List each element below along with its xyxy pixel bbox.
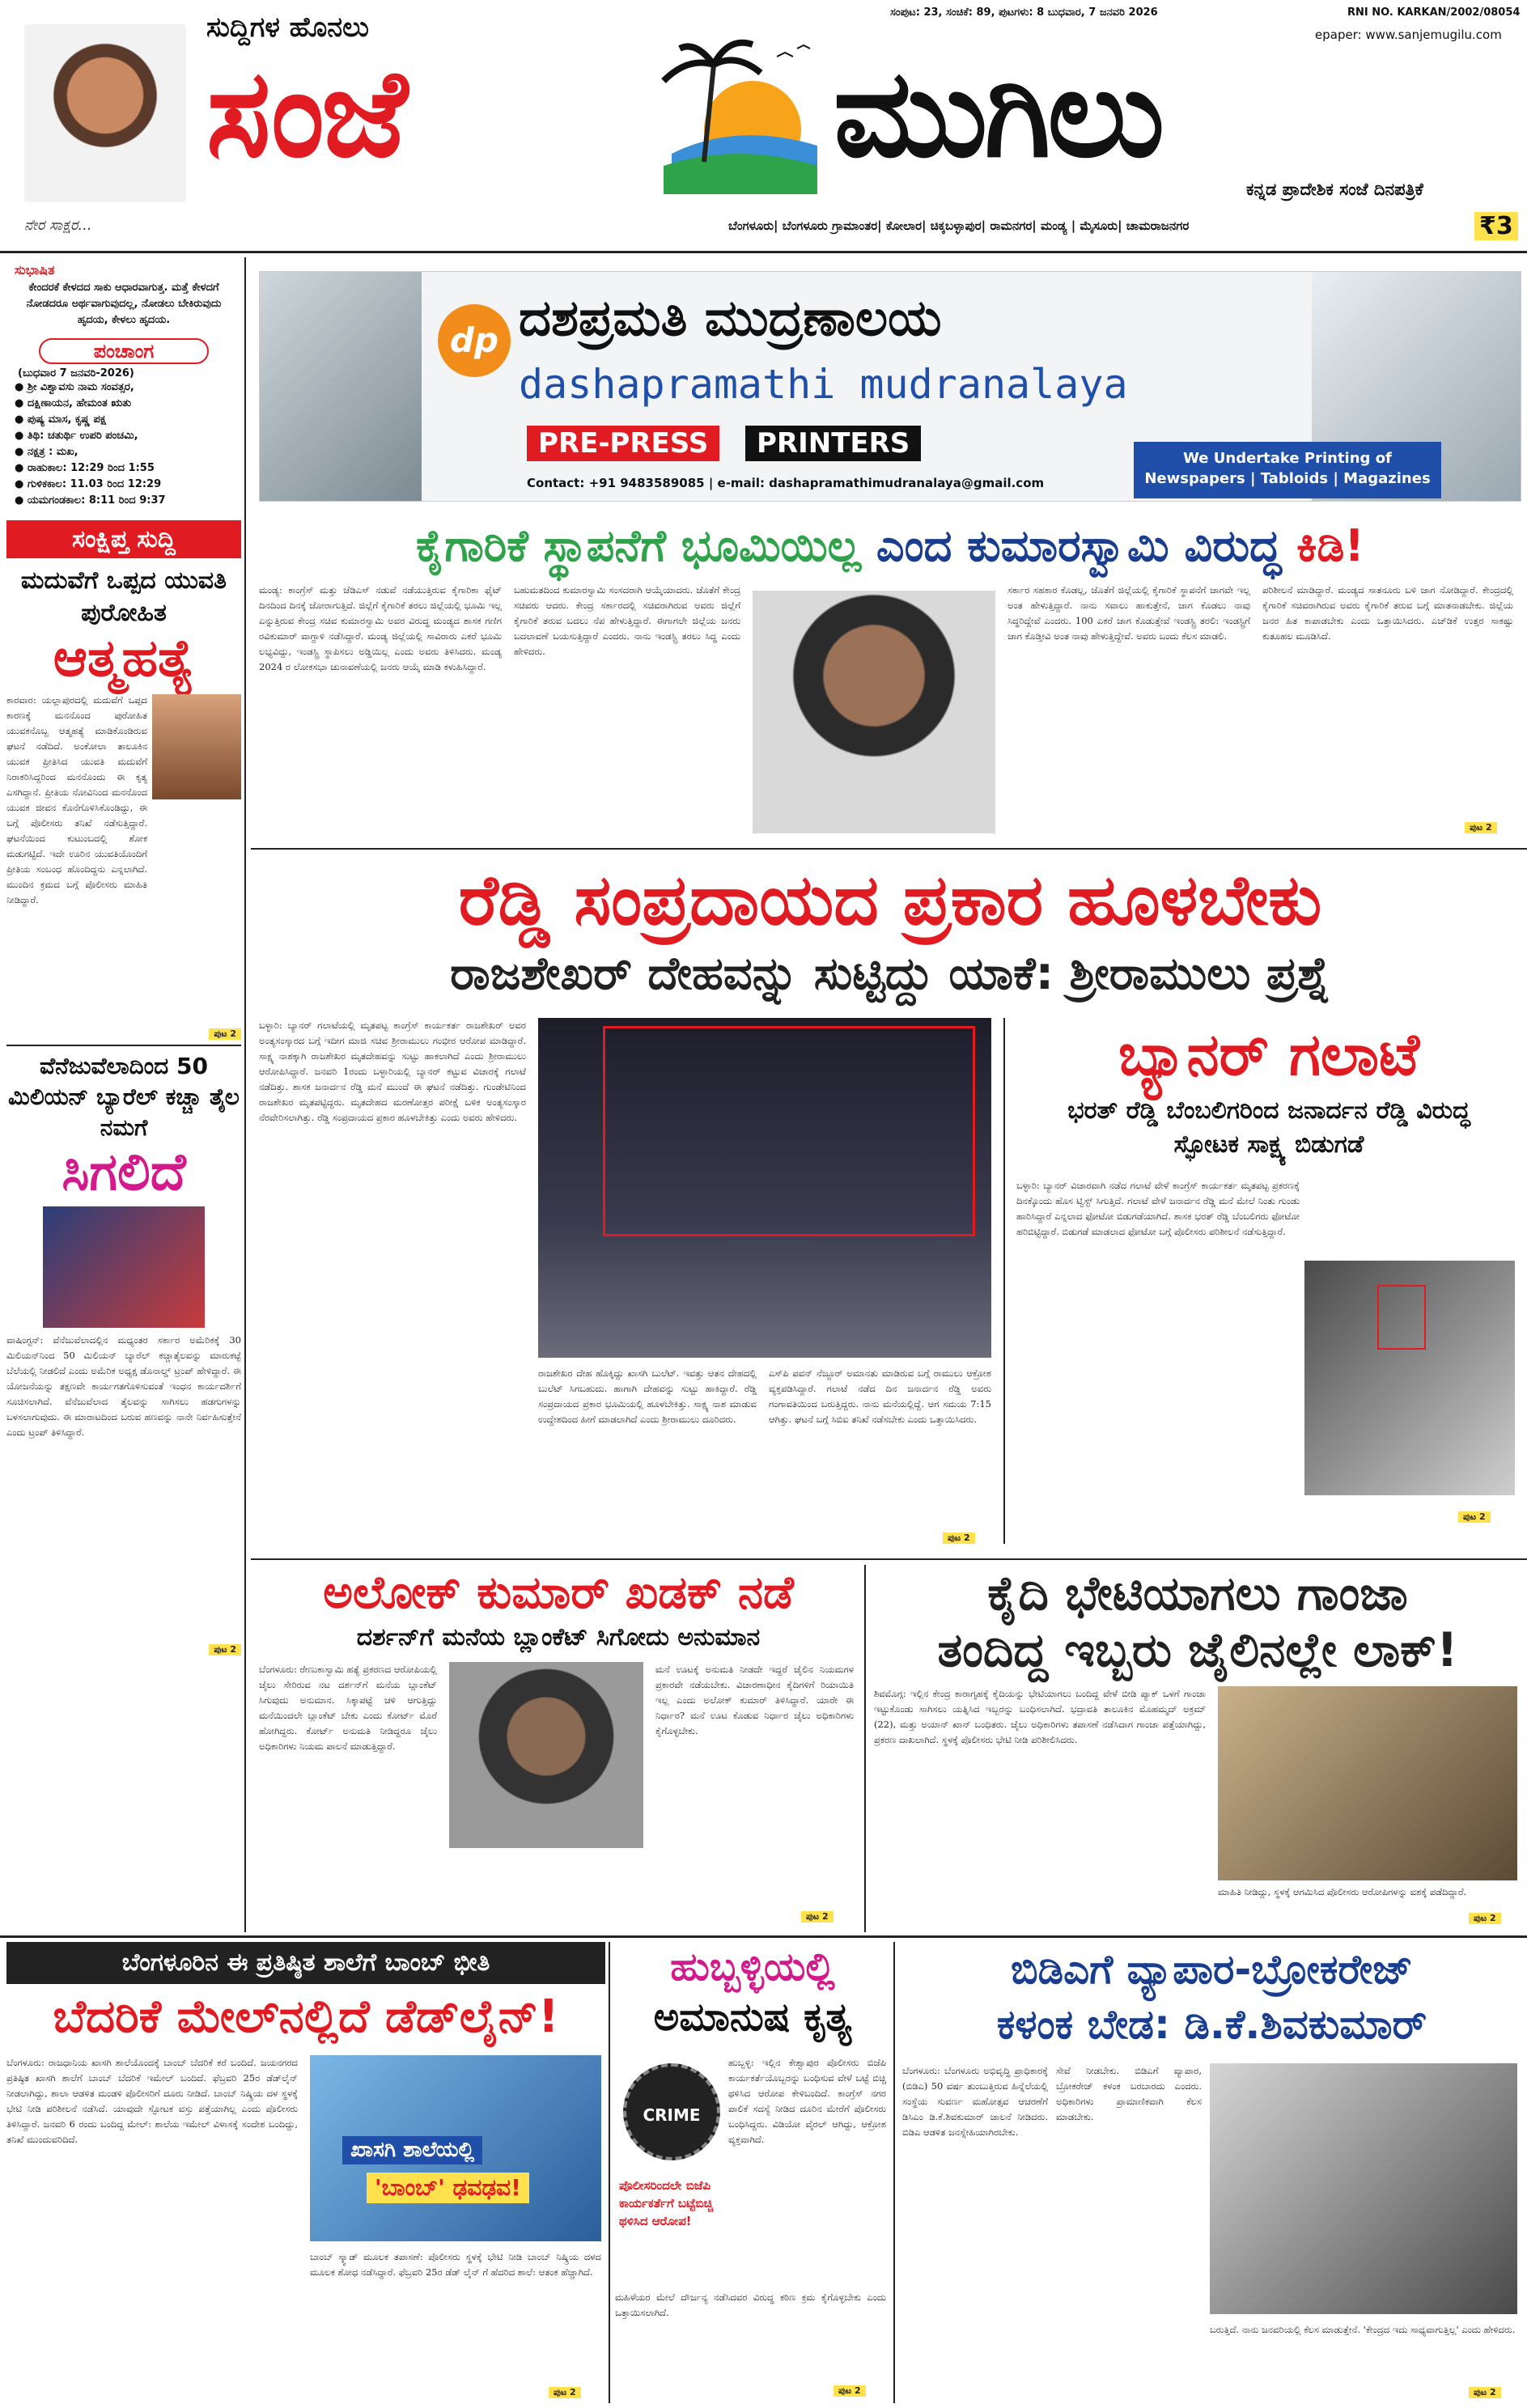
story7-headline-line2: ಅಮಾನುಷ ಕೃತ್ಯ: [653, 1995, 852, 2040]
panchanga-item: ● ರಾಹುಕಾಲ: 12:29 ರಿಂದ 1:55: [15, 462, 155, 474]
panchanga-item: ● ತಿಥಿ: ಚತುರ್ಥಿ ಉಪರಿ ಪಂಚಮಿ,: [15, 430, 138, 442]
panchanga-item: ● ನಕ್ಷತ್ರ : ಮಖ,: [15, 446, 78, 458]
story3-photo-highlight-box: [1377, 1285, 1426, 1350]
story1-head-part2: ಎಂದ ಕುಮಾರಸ್ವಾಮಿ ವಿರುದ್ಧ: [876, 520, 1282, 571]
story4-photo: [449, 1662, 643, 1848]
story6-body: ಬೆಂಗಳೂರು: ರಾಜಧಾನಿಯ ಖಾಸಗಿ ಶಾಲೆಯೊಂದಕ್ಕೆ ಬಾಂಬ್ ಬೆದರಿಕೆ ಕರೆ ಬಂದಿದೆ. ಜಯನಗರದ ಪ್ರತಿಷ್ಠಿತ ಖಾಸಗಿ ಶಾಲೆಗೆ ಬಾಂಬ್ ಬೆದರಿಕೆ ಇಮೇಲ್ ಬಂದಿದೆ. ಫೆಬ್ರವರಿ 25ರ ಡೆಡ್‌ಲೈನ್ ನೀಡಲಾಗಿದ್ದು, ಶಾಲಾ ಆಡಳಿತ ಮಂಡಳಿ ಪೊಲೀಸರಿಗೆ ದೂರು ನೀಡಿದೆ. ಬಾಂಬ್ ನಿಷ್ಕ್ರಿಯ ದಳ ಸ್ಥಳಕ್ಕೆ ಭೇಟಿ ನೀಡಿ ಪರಿಶೀಲನೆ ನಡೆಸಿದೆ. ಯಾವುದೇ ಸ್ಫೋಟಕ ವಸ್ತು ಪತ್ತೆಯಾಗಿಲ್ಲ ಎಂದು ಪೊಲೀಸರು ತಿಳಿಸಿದ್ದಾರೆ. ಜನವರಿ 6 ರಂದು ಬಂದಿದ್ದ ಮೇಲ್: ಶಾಲೆಯ ಇಮೇಲ್ ವಿಳಾಸಕ್ಕೆ ಸಂದೇಶ ಬಂದಿದ್ದು, ತನಿಖೆ ಮುಂದುವರಿದಿದೆ.: [6, 2057, 298, 2145]
issue-info: ಸಂಪುಟ: 23, ಸಂಚಿಕೆ: 89, ಪುಟಗಳು: 8 ಬುಧವಾರ, 7 ಜನವರಿ 2026: [890, 6, 1158, 19]
ad-services-line1: We Undertake Printing of: [1183, 450, 1392, 467]
story6-col2: ಬಾಂಬ್ ಸ್ಕ್ವಾಡ್ ಮೂಲಕ ತಪಾಸಣೆ: ಪೊಲೀಸರು ಸ್ಥಳಕ್ಕೆ ಭೇಟಿ ನೀಡಿ ಬಾಂಬ್ ನಿಷ್ಕ್ರಿಯ ದಳದ ಮೂಲಕ ಶೋಧ ನಡೆಸಿದ್ದಾರೆ. ಫೆಬ್ರವರಿ 25ರ ಡೆಡ್ ಲೈನ್ ಗೆ ಹೆದರಿದ ಶಾಲೆ: ಆತಂಕ ಹೆಚ್ಚಾಗಿದೆ.: [310, 2251, 601, 2278]
masthead: [0, 0, 1527, 251]
story4-subhead: ದರ್ಶನ್‌ಗೆ ಮನೆಯ ಬ್ಲಾಂಕೆಟ್ ಸಿಗೋದು ಅನುಮಾನ: [356, 1623, 761, 1651]
story5-photo: [1218, 1686, 1517, 1880]
panchanga-item: ● ಯಮಗಂಡಕಾಲ: 8:11 ರಿಂದ 9:37: [15, 494, 166, 507]
story3-continued-link[interactable]: ಪುಟ 2: [1458, 1511, 1491, 1523]
panchanga-item: ● ಪುಷ್ಯ ಮಾಸ, ಕೃಷ್ಣ ಪಕ್ಷ: [15, 413, 106, 426]
ad-tag-prepress: PRE-PRESS: [527, 426, 719, 461]
story2-continued-link[interactable]: ಪುಟ 2: [943, 1533, 975, 1544]
story5-caption: ಮಾಹಿತಿ ನೀಡಿದ್ದು, ಸ್ಥಳಕ್ಕೆ ಆಗಮಿಸಿದ ಪೊಲೀಸರು ಆರೋಪಿಗಳನ್ನು ವಶಕ್ಕೆ ಪಡೆದಿದ್ದಾರೆ.: [1218, 1886, 1467, 1897]
brief2-headline: ಸಿಗಲಿದೆ: [62, 1143, 186, 1202]
story3-box: [1003, 1018, 1521, 1544]
story6-photo: [310, 2055, 601, 2241]
ad-services-line2: Newspapers | Tabloids | Magazines: [1144, 470, 1431, 487]
ad-title-english: dashapramathi mudranalaya: [519, 361, 1128, 408]
subhashita-text: ಕೇಂದರಕೆ ಕೇಳದದ ಸಾಕು ಆಧಾರವಾಗುತ್ತ. ಮತ್ತೆ ಕೇಳದಗೆ ನೋಡದರೂ ಅರ್ಥವಾಗುವುದಲ್ಲ, ನೋಡಲು ಬೇಕಿರುವುದು ಹೃದಯ, ಕೇಳಲು ಹೃದಯ.: [26, 282, 222, 326]
masthead-title-right: ಮುಗಿಲು: [833, 44, 1162, 184]
story4-col2: ಮನೆ ಊಟಕ್ಕೆ ಅನುಮತಿ ನೀಡದೇ ಇದ್ದರೆ ಜೈಲಿನ ನಿಯಮಗಳ ಪ್ರಕಾರವೇ ನಡೆಯಬೇಕು. ವಿಚಾರಣಾಧೀನ ಕೈದಿಗಳಿಗೆ ರಿಯಾಯಿತಿ ಇಲ್ಲ ಎಂದು ಅಲೋಕ್ ಕುಮಾರ್ ತಿಳಿಸಿದ್ದಾರೆ. ಯಾರೇ ಈ ನಿರ್ಧಾರ? ಮನೆ ಊಟ ಕೊಡುವ ನಿರ್ಧಾರ ಜೈಲು ಅಧಿಕಾರಿಗಳು ಕೈಗೊಳ್ಳಬೇಕು.: [655, 1664, 854, 1736]
story6-headline: ಬೆದರಿಕೆ ಮೇಲ್‌ನಲ್ಲಿದೆ ಡೆಡ್‌ಲೈನ್!: [53, 1990, 559, 2043]
ad-banner[interactable]: [259, 271, 1521, 502]
story1-col2: ಬಹುಮತದಿಂದ ಕುಮಾರಸ್ವಾಮಿ ಸಂಸದರಾಗಿ ಆಯ್ಕೆಯಾದರು. ಜೊತೆಗೆ ಕೇಂದ್ರ ಸಚಿವರು ಆದರು. ಕೇಂದ್ರ ಸರ್ಕಾರದಲ್ಲಿ ಸಚಿವರಾಗಿರುವ ಅವರು ಜಿಲ್ಲೆಗೆ ಕೈಗಾರಿಕೆ ತರುವ ಬದಲು ನೆಪ ಹೇಳುತ್ತಿದ್ದಾರೆ. ಈಗಾಗಲೇ ಜಿಲ್ಲೆಯ ಜನರು ಬದಲಾವಣೆ ಬಯಸುತ್ತಿದ್ದಾರೆ ಎಂದರು. ನಾನು ಇಂಡಸ್ಟ್ರಿ ತರಲು ಸಿದ್ಧ ಎಂದು ಹೇಳಿದರು.: [514, 584, 740, 657]
brief1-headline: ಆತ್ಮಹತ್ಯೆ: [53, 629, 195, 689]
brief1-continued-link[interactable]: ಪುಟ 2: [209, 1028, 241, 1040]
brief2-kicker: ವೆನೆಜುವೆಲಾದಿಂದ 50 ಮಿಲಿಯನ್ ಬ್ಯಾರೆಲ್ ಕಚ್ಚಾ ತೈಲ ನಮಗೆ: [8, 1053, 240, 1141]
story8-photo: [1210, 2063, 1517, 2314]
ad-contact: Contact: +91 9483589085 | e-mail: dashapramathimudranalaya@gmail.com: [527, 476, 1045, 490]
story6-kicker: ಬೆಂಗಳೂರಿನ ಈ ಪ್ರತಿಷ್ಠಿತ ಶಾಲೆಗೆ ಬಾಂಬ್ ಭೀತಿ: [6, 1942, 605, 1984]
rni-number: RNI NO. KARKAN/2002/08054: [1347, 6, 1521, 19]
editor-caption: ನೇರ ಸಾಕ್ಷರ...: [24, 217, 92, 234]
epaper-link[interactable]: epaper: www.sanjemugilu.com: [1315, 28, 1502, 42]
story1-col3: ಸರ್ಕಾರ ಸಹಕಾರ ಕೊಡಲ್ಲ, ಜೊತೆಗೆ ಜಿಲ್ಲೆಯಲ್ಲಿ ಕೈಗಾರಿಕೆ ಸ್ಥಾಪನೆಗೆ ಜಾಗವೇ ಇಲ್ಲ ಅಂತ ಹೇಳುತ್ತಿದ್ದಾರೆ. ನಾನು ಸವಾಲು ಹಾಕುತ್ತೇನೆ, ಜಾಗ ಕೊಡಲು ನಾವು ಸಿದ್ಧರಿದ್ದೇವೆ ಎಂದರು. 100 ಎಕರೆ ಜಾಗ ಕೊಡುತ್ತೇವೆ ಇಂಡಸ್ಟ್ರಿ ತರಲಿ: ಇಂಡಸ್ಟ್ರಿಗೆ ಜಾಗ ಕೊಡ್ತೀವಿ ಅಂತ ನಾವು ಹೇಳುತ್ತಿದ್ದೇವೆ. ಅವರು ಬಂದು ಕೆಲಸ ಮಾಡಲಿ.: [1007, 584, 1250, 642]
panchanga-list: [15, 379, 241, 509]
brief-news-title: ಸಂಕ್ಷಿಪ್ತ ಸುದ್ದಿ: [6, 520, 241, 558]
ad-title-kannada: ದಶಪ್ರಮತಿ ಮುದ್ರಣಾಲಯ: [519, 288, 942, 347]
masthead-tagline: ಸುದ್ದಿಗಳ ಹೊನಲು: [206, 11, 369, 44]
story4-col1: ಬೆಂಗಳೂರು: ರೇಣುಕಾಸ್ವಾಮಿ ಹತ್ಯೆ ಪ್ರಕರಣದ ಆರೋಪಿಯಲ್ಲಿ ಜೈಲು ಸೇರಿರುವ ನಟ ದರ್ಶನ್‌ಗೆ ಮನೆಯ ಬ್ಲಾಂಕೆಟ್ ಸಿಗುವುದು ಅನುಮಾನ. ಸಿಕ್ಕಾಪಟ್ಟೆ ಚಳಿ ಆಗುತ್ತಿದ್ದು ಮನೆಯಿಂದಲೇ ಬ್ಲಾಂಕೆಟ್ ಬೇಕು ಎಂದು ಕೋರ್ಟ್ ಮೊರೆ ಹೋಗಿದ್ದರು. ಕೋರ್ಟ್ ಅನುಮತಿ ನೀಡಿದ್ದರೂ ಜೈಲು ಅಧಿಕಾರಿಗಳು ನಿಯಮ ಪಾಲನೆ ಮಾಡುತ್ತಿದ್ದಾರೆ.: [259, 1664, 437, 1752]
panchanga-item: ● ದಕ್ಷಿಣಾಯನ, ಹೇಮಂತ ಋತು: [15, 397, 132, 409]
story6-continued-link[interactable]: ಪುಟ 2: [549, 2387, 581, 2398]
story3-photo: [1304, 1261, 1515, 1495]
story-reddy: [259, 856, 1521, 1552]
story8-continued-link[interactable]: ಪುಟ 2: [1469, 2387, 1501, 2398]
story8-col1: ಬೆಂಗಳೂರು: ಬೆಂಗಳೂರು ಅಭಿವೃದ್ಧಿ ಪ್ರಾಧಿಕಾರಕ್ಕೆ (ಬಿಡಿಎ) 50 ವರ್ಷ ತುಂಬುತ್ತಿರುವ ಹಿನ್ನೆಲೆಯಲ್ಲಿ ಸಂಸ್ಥೆಯ ಸುವರ್ಣ ಮಹೋತ್ಸವ ಆಚರಣೆಗೆ ಡಿಸಿಎಂ ಡಿ.ಕೆ.ಶಿವಕುಮಾರ್ ಚಾಲನೆ ನೀಡಿದರು. ಬಿಡಿಎ ಆಡಳಿತ ಜನಸ್ನೇಹಿಯಾಗಿರಬೇಕು.: [902, 2065, 1048, 2138]
crime-badge: CRIME: [623, 2063, 720, 2160]
story8-headline-line1: ಬಿಡಿಎಗೆ ವ್ಯಾಪಾರ-ಬ್ರೋಕರೇಜ್: [1010, 1946, 1413, 1993]
story7-body2: ಮಹಿಳೆಯರ ಮೇಲೆ ದೌರ್ಜನ್ಯ ನಡೆಸಿದವರ ವಿರುದ್ಧ ಕಠಿಣ ಕ್ರಮ ಕೈಗೊಳ್ಳಬೇಕು ಎಂದು ಒತ್ತಾಯಿಸಲಾಗಿದೆ.: [615, 2291, 886, 2318]
story7-body: ಹುಬ್ಬಳ್ಳಿ: ಇಲ್ಲಿನ ಕೇಶ್ವಾಪುರ ಪೊಲೀಸರು ಬಿಜೆಪಿ ಕಾರ್ಯಕರ್ತೆಯೊಬ್ಬರನ್ನು ಬಂಧಿಸುವ ವೇಳೆ ಬಟ್ಟೆ ಬಿಚ್ಚಿ ಥಳಿಸಿದ ಆರೋಪ ಕೇಳಿಬಂದಿದೆ. ಕಾಂಗ್ರೆಸ್ ನಗರ ಪಾಲಿಕೆ ಸದಸ್ಯೆ ನೀಡಿದ ದೂರಿನ ಮೇರೆಗೆ ಪೊಲೀಸರು ಬಂಧಿಸಿದ್ದರು. ವಿಡಿಯೋ ವೈರಲ್ ಆಗಿದ್ದು, ಆಕ್ರೋಶ ವ್ಯಕ್ತವಾಗಿದೆ.: [728, 2057, 886, 2145]
brief1-photo: [152, 694, 241, 799]
story-alok-kumar: [259, 1565, 858, 1929]
story-bda: [902, 1942, 1521, 2403]
panchanga-title: ಪಂಚಾಂಗ: [39, 338, 209, 364]
story5-body: ಶಿವಮೊಗ್ಗ: ಇಲ್ಲಿನ ಕೇಂದ್ರ ಕಾರಾಗೃಹಕ್ಕೆ ಕೈದಿಯನ್ನು ಭೇಟಿಯಾಗಲು ಬಂದಿದ್ದ ವೇಳೆ ಬೀಡಿ ಪ್ಯಾಕ್ ಒಳಗೆ ಗಾಂಜಾ ಇಟ್ಟುಕೊಂಡು ಸಾಗಿಸಲು ಯತ್ನಿಸಿದ ಇಬ್ಬರನ್ನು ಬಂಧಿಸಲಾಗಿದೆ. ಭದ್ರಾವತಿ ತಾಲೂಕಿನ ಮೊಹಮ್ಮದ್ ಅಕ್ರಮ್ (22), ಮತ್ತು ಅಯಾನ್ ಖಾನ್ ಬಂಧಿತರು. ಜೈಲು ಅಧಿಕಾರಿಗಳು ತಪಾಸಣೆ ನಡೆಸಿದಾಗ ಗಾಂಜಾ ಪತ್ತೆಯಾಗಿದ್ದು, ಪ್ರಕರಣ ದಾಖಲಾಗಿದೆ. ಸ್ಥಳಕ್ಕೆ ಪೊಲೀಸರು ಭೇಟಿ ನೀಡಿ ಪರಿಶೀಲಿಸಿದರು.: [874, 1688, 1206, 1745]
story2-col3: ಎಸ್‌ಪಿ ಪವನ್ ನೆಜ್ಜೂರ್ ಅಮಾನತು ಮಾಡಿರುವ ಬಗ್ಗೆ ರಾಮುಲು ಆಕ್ರೋಶ ವ್ಯಕ್ತಪಡಿಸಿದ್ದಾರೆ. ಗಲಾಟೆ ನಡೆದ ದಿನ ಜನಾರ್ದನ ರೆಡ್ಡಿ ಅವರು ಗಂಗಾವತಿಯಿಂದ ಬರುತ್ತಿದ್ದರು. ನಾನು ಮನೆಯಲ್ಲಿದ್ದೆ. ಆಗ ಸಮಯ 7:15 ಆಗಿತ್ತು. ಘಟನೆ ಬಗ್ಗೆ ಸಿಬಿಐ ತನಿಖೆ ನಡೆಸಬೇಕು ಎಂದು ಒತ್ತಾಯಿಸಿದರು.: [769, 1367, 991, 1425]
story2-subhead: ರಾಜಶೇಖರ್ ದೇಹವನ್ನು ಸುಟ್ಟಿದ್ದು ಯಾಕೆ: ಶ್ರೀರಾಮುಲು ಪ್ರಶ್ನೆ: [450, 948, 1330, 1000]
story6-photo-text2: 'ಬಾಂಬ್' ಢವಢವ!: [367, 2173, 529, 2203]
brief1-kicker: ಮದುವೆಗೆ ಒಪ್ಪದ ಯುವತಿ ಪುರೋಹಿತ: [20, 566, 227, 627]
story-hubballi: [615, 1942, 890, 2403]
story3-body: ಬಳ್ಳಾರಿ: ಬ್ಯಾನರ್ ವಿಚಾರವಾಗಿ ನಡೆದ ಗಲಾಟೆ ವೇಳೆ ಕಾಂಗ್ರೆಸ್ ಕಾರ್ಯಕರ್ತ ಮೃತಪಟ್ಟ ಪ್ರಕರಣಕ್ಕೆ ದಿನಕ್ಕೊಂದು ಹೊಸ ಟ್ವಿಸ್ಟ್ ಸಿಗುತ್ತಿದೆ. ಗಲಾಟೆ ವೇಳೆ ಜನಾರ್ದನ ರೆಡ್ಡಿ ಮನೆ ಮೇಲೆ ನಿಂತು ಗುಂಡು ಹಾರಿಸಿದ್ದಾರೆ ಎನ್ನಲಾದ ಫೋಟೋ ಬಿಡುಗಡೆಯಾಗಿದೆ. ಶಾಸಕ ಭರತ್ ರೆಡ್ಡಿ ಬೆಂಬಲಿಗರು ಫೋಟೋ ಹರಿಬಿಟ್ಟಿದ್ದಾರೆ. ಬಿಡುಗಡೆ ಮಾಡಲಾದ ಫೋಟೋ ಬಗ್ಗೆ ಪೊಲೀಸರು ಪರಿಶೀಲನೆ ನಡೆಸುತ್ತಿದ್ದಾರೆ.: [1016, 1180, 1300, 1237]
story-industry: [259, 518, 1521, 842]
story7-headline-line1: ಹುಬ್ಬಳ್ಳಿಯಲ್ಲಿ: [670, 1944, 835, 1990]
brief2-photo: [43, 1206, 205, 1328]
subhashita-title: ಸುಭಾಷಿತ: [15, 262, 55, 278]
story1-headline: [259, 518, 1521, 574]
story2-col2: ರಾಜಶೇಖರ ದೇಹ ಹೊಕ್ಕಿದ್ದು ಖಾಸಗಿ ಬುಲೆಟ್. ಇವತ್ತು ಆತನ ದೇಹದಲ್ಲಿ ಬುಲೆಟ್ ಸಿಗಬಹುದು. ಹಾಗಾಗಿ ದೇಹವನ್ನು ಸುಟ್ಟು ಹಾಕಿದ್ದಾರೆ. ರೆಡ್ಡಿ ಸಂಪ್ರದಾಯದ ಪ್ರಕಾರ ಭೂಮಿಯಲ್ಲಿ ಹೂಳಬೇಕಿತ್ತು. ಸಾಕ್ಷ್ಯ ನಾಶ ಮಾಡುವ ಉದ್ದೇಶದಿಂದ ಹೀಗೆ ಮಾಡಲಾಗಿದೆ ಎಂದು ಶ್ರೀರಾಮುಲು ದೂರಿದರು.: [538, 1367, 757, 1425]
editor-photo: [24, 24, 186, 202]
story1-col1: ಮಂಡ್ಯ: ಕಾಂಗ್ರೆಸ್ ಮತ್ತು ಜೆಡಿಎಸ್ ನಡುವೆ ನಡೆಯುತ್ತಿರುವ ಕೈಗಾರಿಕಾ ಫೈಟ್ ದಿನದಿಂದ ದಿನಕ್ಕೆ ಜೋರಾಗುತ್ತಿದೆ. ಜಿಲ್ಲೆಗೆ ಕೈಗಾರಿಕೆ ತರಲು ಜಿಲ್ಲೆಯಲ್ಲಿ ಭೂಮಿ ಇಲ್ಲ ಎನ್ನುತ್ತಿರುವ ಕೇಂದ್ರ ಸಚಿವ ಕುಮಾರಸ್ವಾಮಿ ಅವರ ವಿರುದ್ಧ ಮಂಡ್ಯದ ಶಾಸಕ ಗಣಿಗ ರವಿಕುಮಾರ್ ವಾಗ್ದಾಳಿ ನಡೆಸಿದ್ದಾರೆ. ಮಂಡ್ಯ ಜಿಲ್ಲೆಯಲ್ಲಿ ಸಾವಿರಾರು ಎಕರೆ ಭೂಮಿ ಲಭ್ಯವಿದ್ದು, ಇಂಡಸ್ಟ್ರಿ ಸ್ಥಾಪಿಸಲು ಅಡ್ಡಿಯಿಲ್ಲ ಎಂದು ಅವರು ತಿಳಿಸಿದರು. ಮಂಡ್ಯ 2024 ರ ಲೋಕಸಭಾ ಚುನಾವಣೆಯಲ್ಲಿ ಜನರು ಆಯ್ಕೆ ಮಾಡಿ ಕಳುಹಿಸಿದ್ದಾರೆ.: [259, 584, 502, 672]
story7-continued-link[interactable]: ಪುಟ 2: [833, 2385, 866, 2397]
story4-headline: ಅಲೋಕ್ ಕುಮಾರ್ ಖಡಕ್ ನಡೆ: [323, 1566, 794, 1619]
masthead-title-left: ಸಂಜೆ: [206, 44, 405, 184]
brief2-continued-link[interactable]: ಪುಟ 2: [209, 1644, 241, 1656]
story5-headline-line1: ಕೈದಿ ಭೇಟಿಯಾಗಲು ಗಾಂಜಾ: [987, 1566, 1408, 1621]
panchanga-item: ● ಶ್ರೀ ವಿಶ್ವಾವಸು ನಾಮ ಸಂವತ್ಸರ,: [15, 381, 134, 393]
price-badge: ₹3: [1474, 212, 1518, 240]
story2-photo: [538, 1018, 991, 1358]
sidebar: [6, 257, 241, 1932]
story1-continued-link[interactable]: ಪುಟ 2: [1465, 822, 1497, 833]
story6-photo-text1: ಖಾಸಗಿ ಶಾಲೆಯಲ್ಲಿ: [342, 2136, 482, 2164]
story1-col4: ಪರಿಶೀಲನೆ ಮಾಡಿದ್ದಾರೆ. ಮಂಡ್ಯದ ಸಾತನೂರು ಬಳಿ ಜಾಗ ನೋಡಿದ್ದಾರೆ. ಕೇಂದ್ರದಲ್ಲಿ ಕೈಗಾರಿಕೆ ಸಚಿವರಾಗಿರುವ ಅವರು ಕೈಗಾರಿಕೆ ತರುವ ಬಗ್ಗೆ ಮಾತನಾಡಬೇಕು. ಜಿಲ್ಲೆಯ ಜನರ ಹಿತ ಕಾಪಾಡಬೇಕು ಎಂದು ಒತ್ತಾಯಿಸಿದರು. ಎಚ್‌ಡಿಕೆ ಉತ್ತರ ಸಾಕಷ್ಟು ಕುತೂಹಲ ಮೂಡಿಸಿದೆ.: [1262, 584, 1513, 642]
story8-caption: ಬರುತ್ತಿದೆ. ನಾನು ಜನವರಿಯಲ್ಲಿ ಕೆಲಸ ಮಾಡುತ್ತೇನೆ. 'ಕೇಂದ್ರದ ಇದು ಸಾಧ್ಯವಾಗುತ್ತಿಲ್ಲ' ಎಂದು ಹೇಳಿದರು.: [1210, 2324, 1516, 2335]
story-jail-ganja: [874, 1565, 1521, 1929]
story8-headline-line2: ಕಳಂಕ ಬೇಡ: ಡಿ.ಕೆ.ಶಿವಕುಮಾರ್: [996, 2001, 1427, 2048]
masthead-sunset-logo: [639, 32, 825, 194]
story1-head-part1: ಕೈಗಾರಿಕೆ ಸ್ಥಾಪನೆಗೆ ಭೂಮಿಯಿಲ್ಲ: [415, 520, 862, 571]
story4-continued-link[interactable]: ಪುಟ 2: [801, 1911, 833, 1923]
brief2-body: ವಾಷಿಂಗ್ಟನ್: ವೆನೆಜುವೆಲಾದಲ್ಲಿನ ಮಧ್ಯಂತರ ಸರ್ಕಾರ ಅಮೆರಿಕಕ್ಕೆ 30 ಮಿಲಿಯನ್‌ನಿಂದ 50 ಮಿಲಿಯನ್ ಬ್ಯಾರೆಲ್ ಕಚ್ಚಾತೈಲವನ್ನು ಮಾರುಕಟ್ಟೆ ಬೆಲೆಯಲ್ಲಿ ನೀಡಲಿದೆ ಎಂದು ಅಮೆರಿಕ ಅಧ್ಯಕ್ಷ ಡೊನಾಲ್ಡ್ ಟ್ರಂಪ್ ಹೇಳಿದ್ದಾರೆ. ಈ ಯೋಜನೆಯನ್ನು ತಕ್ಷಣವೇ ಕಾರ್ಯಗತಗೊಳಿಸುವಂತೆ ಇಂಧನ ಕಾರ್ಯದರ್ಶಿಗೆ ಸೂಚಿಸಲಾಗಿದೆ. ವೆನೆಜುವೆಲಾದ ತೈಲವನ್ನು ಸಾಗಿಸಲು ಹಡಗುಗಳನ್ನು ಬಳಸಲಾಗುವುದು. ಈ ಮಾರಾಟದಿಂದ ಬರುವ ಹಣವನ್ನು ನಾನೇ ನಿರ್ವಹಿಸುತ್ತೇನೆ ಎಂದು ಟ್ರಂಪ್ ತಿಳಿಸಿದ್ದಾರೆ.: [6, 1334, 241, 1438]
panchanga-date: (ಬುಧವಾರ 7 ಜನವರಿ-2026): [18, 367, 134, 379]
story-bomb-threat: [6, 1942, 605, 2403]
ad-press-image-left: [260, 272, 422, 502]
story3-subhead: ಭರತ್ ರೆಡ್ಡಿ ಬೆಂಬಲಿಗರಿಂದ ಜನಾರ್ದನ ರೆಡ್ಡಿ ವಿರುದ್ಧ ಸ್ಫೋಟಕ ಸಾಕ್ಷ್ಯ ಬಿಡುಗಡೆ: [1067, 1096, 1470, 1159]
story7-quote: ಪೊಲೀಸರಿಂದಲೇ ಬಿಜೆಪಿ ಕಾರ್ಯಕರ್ತೆಗೆ ಬಟ್ಟೆಬಿಚ್ಚಿ ಥಳಿಸಿದ ಆರೋಪ!: [619, 2178, 714, 2228]
ad-tag-printers: PRINTERS: [745, 426, 921, 461]
story1-photo: [753, 591, 995, 833]
story8-col2: ಸೇವೆ ನೀಡಬೇಕು. ಬಿಡಿಎಗೆ ವ್ಯಾಪಾರ, ಬ್ರೋಕರೇಜ್ ಕಳಂಕ ಬರಬಾರದು ಎಂದರು. ಅಧಿಕಾರಿಗಳು ಪ್ರಾಮಾಣಿಕವಾಗಿ ಕೆಲಸ ಮಾಡಬೇಕು.: [1056, 2065, 1202, 2122]
brief1-body: ಕಾರವಾರ: ಯಲ್ಲಾಪುರದಲ್ಲಿ ಮದುವೆಗೆ ಒಪ್ಪದ ಕಾರಣಕ್ಕೆ ಮನನೊಂದ ಪುರೋಹಿತ ಯುವಕನೊಬ್ಬ ಆತ್ಮಹತ್ಯೆ ಮಾಡಿಕೊಂಡಿರುವ ಘಟನೆ ನಡೆದಿದೆ. ಅಂಕೋಲಾ ತಾಲೂಕಿನ ಯುವಕ ಪ್ರೀತಿಸಿದ ಯುವತಿ ಮದುವೆಗೆ ನಿರಾಕರಿಸಿದ್ದರಿಂದ ಮನನೊಂದು ಈ ಕೃತ್ಯ ಎಸಗಿದ್ದಾನೆ. ಪ್ರೀತಿಯ ನೋವಿನಿಂದ ಮನನೊಂದ ಯುವಕ ಜೀವನ ಕೊನೆಗೊಳಿಸಿಕೊಂಡಿದ್ದು, ಈ ಬಗ್ಗೆ ಪೊಲೀಸರು ತನಿಖೆ ನಡೆಸುತ್ತಿದ್ದಾರೆ. ಘಟನೆಯಿಂದ ಕುಟುಂಬದಲ್ಲಿ ಶೋಕ ಮಡುಗಟ್ಟಿದೆ. ಇದೇ ಊರಿನ ಯುವತಿಯೊಂದಿಗೆ ಪ್ರೀತಿಯ ಸಂಬಂಧ ಹೊಂದಿದ್ದನು ಎನ್ನಲಾಗಿದೆ. ಮುಂದಿನ ಕ್ರಮದ ಬಗ್ಗೆ ಪೊಲೀಸರು ಮಾಹಿತಿ ನೀಡಿದ್ದಾರೆ.: [6, 694, 147, 905]
story2-photo-highlight-box: [603, 1026, 975, 1236]
ad-logo: dp: [438, 304, 511, 377]
regions-strip: ಬೆಂಗಳೂರು| ಬೆಂಗಳೂರು ಗ್ರಾಮಾಂತರ| ಕೋಲಾರ| ಚಿಕ್ಕಬಳ್ಳಾಪುರ| ರಾಮನಗರ| ಮಂಡ್ಯ | ಮೈಸೂರು| ಚಾಮರಾಜನಗರ: [728, 218, 1190, 233]
ad-services: [1134, 442, 1441, 498]
story3-headline: ಬ್ಯಾನರ್ ಗಲಾಟೆ: [1118, 1020, 1420, 1088]
story2-headline: ರೆಡ್ಡಿ ಸಂಪ್ರದಾಯದ ಪ್ರಕಾರ ಹೂಳಬೇಕು: [458, 860, 1322, 941]
story5-continued-link[interactable]: ಪುಟ 2: [1469, 1913, 1501, 1924]
story2-col1: ಬಳ್ಳಾರಿ: ಬ್ಯಾನರ್ ಗಲಾಟೆಯಲ್ಲಿ ಮೃತಪಟ್ಟ ಕಾಂಗ್ರೆಸ್ ಕಾರ್ಯಕರ್ತ ರಾಜಶೇಖರ್ ಅವರ ಅಂತ್ಯಸಂಸ್ಕಾರದ ಬಗ್ಗೆ ಇದೀಗ ಮಾಜಿ ಸಚಿವ ಶ್ರೀರಾಮುಲು ಗಂಭೀರ ಆರೋಪ ಮಾಡಿದ್ದಾರೆ. ಸಾಕ್ಷ್ಯ ನಾಶಕ್ಕಾಗಿ ರಾಜಶೇಖರ ಮೃತದೇಹವನ್ನು ಸುಟ್ಟು ಹಾಕಲಾಗಿದೆ ಎಂದು ಶ್ರೀರಾಮುಲು ಆರೋಪಿಸಿದ್ದಾರೆ. ಜನವರಿ 1ರಂದು ಬಳ್ಳಾರಿಯಲ್ಲಿ ಬ್ಯಾನರ್ ಕಟ್ಟುವ ವಿಚಾರಕ್ಕೆ ಗಲಾಟೆ ನಡೆದಿತ್ತು. ಶಾಸಕ ಜನಾರ್ದನ ರೆಡ್ಡಿ ಮನೆ ಮುಂದೆ ಈ ಘಟನೆ ನಡೆದಿತ್ತು. ಗುಂಡೇಟಿನಿಂದ ರಾಜಶೇಖರ ಮೃತಪಟ್ಟಿದ್ದರು. ಮೃತದೇಹದ ಮರಣೋತ್ತರ ಪರೀಕ್ಷೆ ಬಳಿಕ ಅಂತ್ಯಸಂಸ್ಕಾರ ನೆರವೇರಿಸಲಾಗಿತ್ತು. ರೆಡ್ಡಿ ಸಂಪ್ರದಾಯದ ಪ್ರಕಾರ ಹೂಳಬೇಕಿತ್ತು ಎಂದು ಅವರು ಹೇಳಿದರು.: [259, 1020, 526, 1123]
story5-headline-line2: ತಂದಿದ್ದ ಇಬ್ಬರು ಜೈಲಿನಲ್ಲೇ ಲಾಕ್!: [937, 1622, 1458, 1677]
masthead-subtitle: ಕನ್ನಡ ಪ್ರಾದೇಶಿಕ ಸಂಜೆ ದಿನಪತ್ರಿಕೆ: [1246, 180, 1423, 199]
panchanga-item: ● ಗುಳಿಕಕಾಲ: 11.03 ರಿಂದ 12:29: [15, 478, 162, 490]
story1-head-part3: ಕಿಡಿ!: [1296, 520, 1365, 571]
